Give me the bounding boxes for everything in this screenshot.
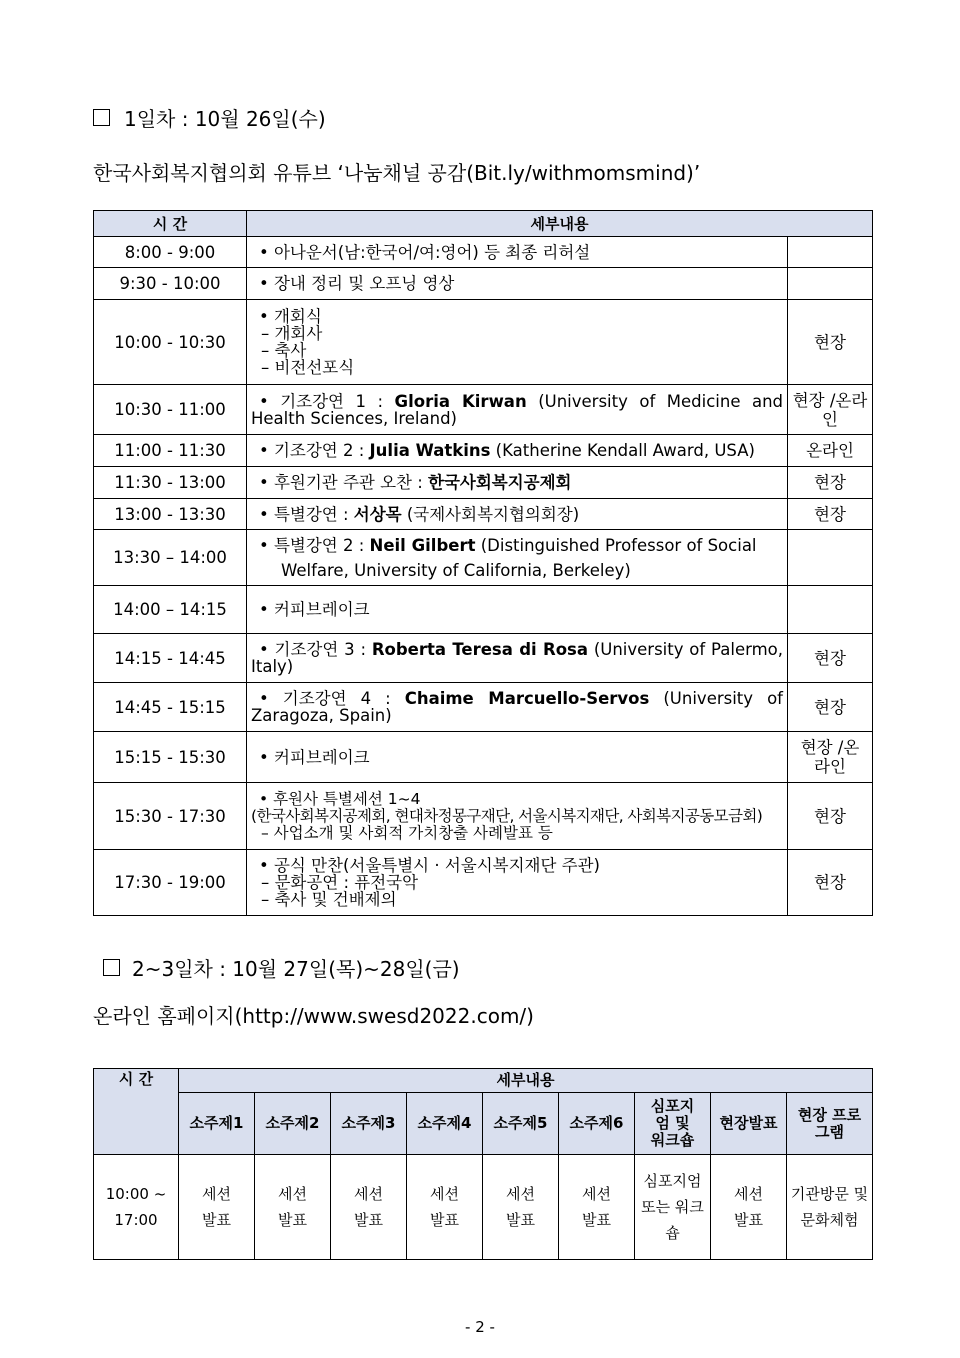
detail-prefix: • 특별강연 2 : [259, 535, 370, 555]
location-cell [788, 268, 873, 300]
time-cell: 10:00 ~ 17:00 [94, 1155, 179, 1260]
detail-prefix: • 기조강연 1 : [259, 391, 395, 411]
detail-line: – 개회사 [261, 324, 323, 343]
details-cell [247, 732, 788, 783]
time-cell: 14:15 - 14:45 [94, 634, 247, 683]
details-cell [247, 850, 788, 916]
details-cell [247, 683, 788, 732]
session-cell: 세션 발표 [559, 1155, 635, 1260]
day23-heading-text: 2~3일차 : 10월 27일(목)~28일(금) [132, 957, 460, 981]
details-cell [247, 783, 788, 850]
table-row [94, 783, 873, 850]
detail-line: – 축사 및 건배제의 [261, 890, 397, 909]
table-header-row [94, 211, 873, 237]
column-header: 심포지엄 및 워크숍 [635, 1093, 711, 1155]
day1-heading-text: 1일차 : 10월 26일(수) [124, 107, 326, 131]
column-header: 소주제6 [559, 1093, 635, 1155]
detail-prefix: • 기조강연 3 : [259, 640, 372, 659]
detail-line: – 사업소개 및 사회적 가치창출 사례발표 등 [261, 823, 553, 842]
table-row [94, 499, 873, 530]
detail-prefix: • 특별강연 : [259, 504, 354, 524]
table-row [94, 732, 873, 783]
details-cell [247, 499, 788, 530]
speaker-name: Chaime Marcuello-Servos [404, 689, 650, 708]
time-header: 시 간 [94, 211, 247, 237]
column-header: 소주제3 [331, 1093, 407, 1155]
column-header: 현장발표 [711, 1093, 787, 1155]
details-cell [247, 300, 788, 385]
details-header: 세부내용 [247, 211, 873, 237]
day23-schedule-table [93, 1068, 873, 1260]
table-row [94, 385, 873, 435]
location-cell: 현장 [788, 499, 873, 530]
time-cell: 11:00 - 11:30 [94, 435, 247, 467]
column-header: 소주제2 [255, 1093, 331, 1155]
time-cell: 10:00 - 10:30 [94, 300, 247, 385]
time-cell: 8:00 - 9:00 [94, 237, 247, 268]
session-cell: 세션 발표 [255, 1155, 331, 1260]
table-row [94, 435, 873, 467]
time-cell: 14:45 - 15:15 [94, 683, 247, 732]
speaker-affiliation: (University of Zaragoza, Spain) [251, 689, 783, 725]
session-cell: 세션 발표 [711, 1155, 787, 1260]
day1-schedule-table [93, 210, 873, 916]
location-cell: 현장 [788, 850, 873, 916]
page-number: - 2 - [465, 1318, 495, 1336]
time-cell: 15:15 - 15:30 [94, 732, 247, 783]
location-cell [788, 237, 873, 268]
time-cell: 13:00 - 13:30 [94, 499, 247, 530]
speaker-name: Gloria Kirwan [394, 391, 527, 411]
detail-line: (한국사회복지공제회, 현대차정몽구재단, 서울시복지재단, 사회복지공동모금회) [251, 806, 763, 825]
time-cell: 11:30 - 13:00 [94, 467, 247, 499]
speaker-affiliation: (University of Palermo, Italy) [251, 640, 783, 676]
details-header: 세부내용 [179, 1069, 873, 1093]
column-header: 소주제5 [483, 1093, 559, 1155]
detail-prefix: • 기조강연 4 : [259, 689, 405, 708]
session-cell: 세션 발표 [483, 1155, 559, 1260]
speaker-name: Neil Gilbert [369, 535, 476, 555]
sponsor-name: 한국사회복지공제회 [428, 473, 572, 492]
detail-line: – 축사 [261, 341, 307, 360]
time-cell: 17:30 - 19:00 [94, 850, 247, 916]
day1-channel: 한국사회복지협의회 유튜브 ‘나눔채널 공감(Bit.ly/withmomsmind)’ [93, 161, 701, 185]
speaker-affiliation: (국제사회복지협의회장) [401, 504, 580, 524]
detail-line: – 비전선포식 [261, 358, 355, 377]
location-cell: 온라인 [788, 435, 873, 467]
location-cell: 현장 /온라인 [788, 385, 873, 435]
detail-line: • 아나운서(남:한국어/여:영어) 등 최종 리허설 [259, 242, 591, 262]
table-header-row [94, 1069, 873, 1093]
detail-line: • 후원사 특별세션 1~4 [259, 789, 421, 808]
detail-line: • 커피브레이크 [259, 600, 370, 619]
details-cell [247, 268, 788, 300]
session-cell: 세션 발표 [179, 1155, 255, 1260]
session-cell: 세션 발표 [407, 1155, 483, 1260]
table-row [94, 1155, 873, 1260]
table-row [94, 850, 873, 916]
day23-channel: 온라인 홈페이지(http://www.swesd2022.com/) [93, 1004, 534, 1028]
location-cell [788, 586, 873, 634]
speaker-affiliation-cont: Welfare, University of California, Berkeley) [281, 560, 631, 580]
detail-line: • 공식 만찬(서울특별시 · 서울시복지재단 주관) [259, 856, 600, 875]
detail-line: • 커피브레이크 [259, 747, 370, 767]
table-row [94, 683, 873, 732]
detail-line: • 장내 정리 및 오프닝 영상 [259, 274, 455, 293]
time-header-label: 시 간 [118, 1070, 154, 1088]
table-row [94, 467, 873, 499]
location-cell: 현장 [788, 683, 873, 732]
column-header: 현장 프로그램 [787, 1093, 873, 1155]
table-row [94, 586, 873, 634]
details-cell [247, 435, 788, 467]
table-row [94, 268, 873, 300]
details-cell [247, 385, 788, 435]
location-cell: 현장 [788, 783, 873, 850]
speaker-name: Roberta Teresa di Rosa [371, 640, 588, 659]
details-cell [247, 530, 788, 586]
session-cell: 기관방문 및 문화체험 [787, 1155, 873, 1260]
column-header-row [94, 1093, 873, 1155]
detail-line: • 개회식 [259, 307, 322, 326]
table-row [94, 530, 873, 586]
detail-line: – 문화공연 : 퓨전국악 [261, 873, 419, 892]
checkbox-icon [103, 959, 120, 976]
location-cell: 현장 [788, 300, 873, 385]
table-row [94, 300, 873, 385]
table-row [94, 237, 873, 268]
location-cell: 현장 [788, 634, 873, 683]
location-cell [788, 530, 873, 586]
location-cell: 현장 [788, 467, 873, 499]
session-cell: 심포지엄 또는 워크숍 [635, 1155, 711, 1260]
details-cell [247, 634, 788, 683]
session-cell: 세션 발표 [331, 1155, 407, 1260]
time-cell: 14:00 – 14:15 [94, 586, 247, 634]
time-cell: 9:30 - 10:00 [94, 268, 247, 300]
speaker-name: Julia Watkins [369, 441, 491, 460]
table-row [94, 634, 873, 683]
location-cell: 현장 /온라인 [788, 732, 873, 783]
time-cell: 15:30 - 17:30 [94, 783, 247, 850]
speaker-affiliation: (Distinguished Professor of Social [475, 535, 757, 555]
day23-heading [103, 953, 460, 982]
column-header: 소주제4 [407, 1093, 483, 1155]
detail-prefix: • 후원기관 주관 오찬 : [259, 473, 429, 492]
details-cell [247, 467, 788, 499]
column-header: 소주제1 [179, 1093, 255, 1155]
details-cell [247, 586, 788, 634]
speaker-name: 서상목 [353, 504, 402, 524]
time-header [94, 1069, 179, 1155]
checkbox-icon [93, 109, 110, 126]
day1-heading [93, 103, 326, 132]
speaker-affiliation: (University of Medicine and Health Sciences, Ireland) [251, 391, 784, 428]
detail-prefix: • 기조강연 2 : [259, 441, 370, 460]
time-cell: 13:30 – 14:00 [94, 530, 247, 586]
details-cell [247, 237, 788, 268]
time-cell: 10:30 - 11:00 [94, 385, 247, 435]
speaker-affiliation: (Katherine Kendall Award, USA) [490, 441, 755, 460]
